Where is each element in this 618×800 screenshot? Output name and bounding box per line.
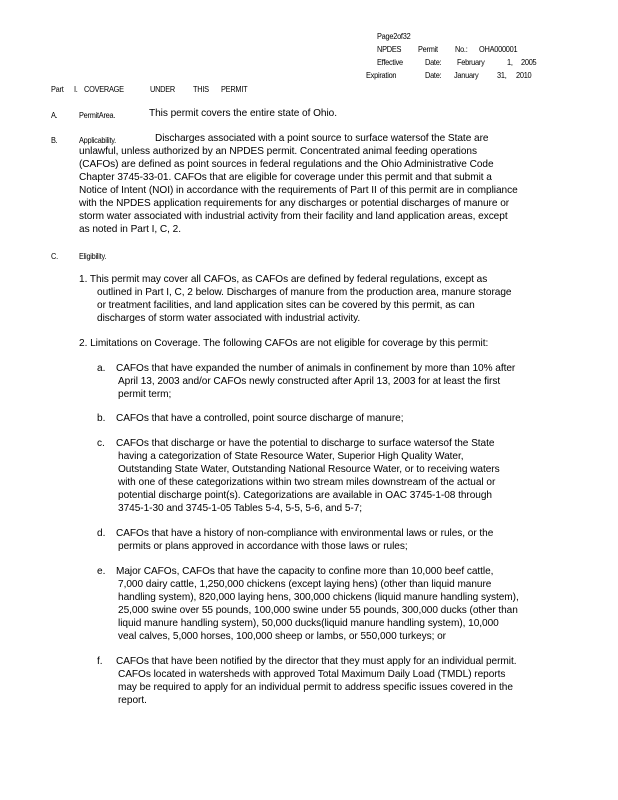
- effective-year: 2005: [521, 57, 537, 67]
- section-b-line: Chapter 3745-33-01. CAFOs that are eligible for coverage under this permit and that submit a: [79, 172, 492, 183]
- subitem-line: Major CAFOs, CAFOs that have the capacity to confine more than 10,000 beef cattle,: [116, 566, 494, 577]
- section-b-line: unlawful, unless authorized by an NPDES permit. Concentrated animal feeding operations: [79, 146, 477, 157]
- part-roman: I.: [74, 84, 78, 94]
- section-b-line: Discharges associated with a point source to surface watersof the State are: [155, 133, 489, 144]
- section-a-text: This permit covers the entire state of Ohio.: [149, 108, 337, 119]
- subitem-line: liquid manure handling system), 50,000 ducks(liquid manure handling system), 10,000: [118, 618, 499, 629]
- item-2-line: 2. Limitations on Coverage. The following CAFOs are not eligible for coverage by this permit:: [79, 338, 489, 349]
- effective-label: Effective: [377, 57, 403, 67]
- subitem-line: CAFOs located in watersheds with approved Total Maximum Daily Load (TMDL) reports: [118, 669, 506, 680]
- section-a-letter: A.: [51, 110, 58, 120]
- subitem-line: report.: [118, 695, 147, 706]
- subitem-line: having a categorization of State Resource Water, Superior High Quality Water,: [118, 451, 464, 462]
- subitem-letter: f.: [97, 656, 103, 667]
- subitem-line: permits or plans approved in accordance with those laws or rules;: [118, 541, 408, 552]
- section-b-line: (CAFOs) are defined as point sources in federal regulations and the Ohio Administrative Code: [79, 159, 494, 170]
- item-1-line: or treatment facilities, and land application sites can be covered by this permit, as can: [97, 300, 475, 311]
- subitem-line: Outstanding State Water, Outstanding National Resource Water, or to receiving waters: [118, 464, 500, 475]
- expiration-month: January: [454, 70, 479, 80]
- subitem-line: potential discharge point(s). Categorizations are available in OAC 3745-1-08 through: [118, 490, 492, 501]
- page-number: Page2of32: [377, 31, 411, 41]
- subitem-letter: a.: [97, 363, 106, 374]
- expiration-year: 2010: [516, 70, 532, 80]
- section-b-line: with the NPDES application requirements for any discharges or potential discharges of manure or: [79, 198, 510, 209]
- subitem-letter: b.: [97, 413, 106, 424]
- subitem-line: 25,000 swine over 55 pounds, 100,000 swine under 55 pounds, 300,000 ducks (other than: [118, 605, 518, 616]
- subitem-line: CAFOs that have a history of non-compliance with environmental laws or rules, or the: [116, 528, 494, 539]
- effective-month: February: [457, 57, 485, 67]
- subitem-line: handling system), 820,000 laying hens, 300,000 chickens (liquid manure handling system),: [118, 592, 519, 603]
- subitem-line: may be required to apply for an individual permit to address specific issues covered in the: [118, 682, 513, 693]
- subitem-letter: e.: [97, 566, 106, 577]
- item-1-line: discharges of storm water associated with industrial activity.: [97, 313, 361, 324]
- item-1-line: 1. This permit may cover all CAFOs, as CAFOs are defined by federal regulations, except as: [79, 274, 488, 285]
- permit-word: PERMIT: [221, 84, 248, 94]
- under-word: UNDER: [150, 84, 175, 94]
- permit-number: OHA000001: [479, 44, 518, 54]
- subitem-letter: d.: [97, 528, 106, 539]
- subitem-line: 7,000 dairy cattle, 1,250,000 chickens (except laying hens) (other than liquid manure: [118, 579, 492, 590]
- subitem-line: with one of these categorizations within two stream miles downstream of the actual or: [118, 477, 496, 488]
- subitem-letter: c.: [97, 438, 105, 449]
- subitem-line: CAFOs that have been notified by the director that they must apply for an individual permit.: [116, 656, 517, 667]
- section-b-line: as noted in Part I, C, 2.: [79, 224, 181, 235]
- subitem-line: veal calves, 5,000 horses, 100,000 sheep or lambs, or 550,000 turkeys; or: [118, 631, 446, 642]
- expiration-label: Expiration: [366, 70, 397, 80]
- this-word: THIS: [193, 84, 209, 94]
- subitem-line: 3745-1-30 and 3745-1-05 Tables 5-4, 5-5, 5-6, and 5-7;: [118, 503, 363, 514]
- subitem-line: permit term;: [118, 389, 172, 400]
- subitem-line: CAFOs that have expanded the number of animals in confinement by more than 10% after: [116, 363, 516, 374]
- section-b-line: Notice of Intent (NOI) in accordance with the requirements of Part II of this permit are in compliance: [79, 185, 518, 196]
- section-b-title: Applicability.: [79, 135, 116, 145]
- section-c-letter: C.: [51, 251, 58, 261]
- section-b-letter: B.: [51, 135, 58, 145]
- item-1-line: outlined in Part I, C, 2 below. Discharges of manure from the production area, manure storage: [97, 287, 512, 298]
- effective-day: 1,: [507, 57, 513, 67]
- subitem-line: April 13, 2003 and/or CAFOs newly constructed after April 13, 2003 for at least the first: [118, 376, 501, 387]
- permit-label: Permit: [418, 44, 438, 54]
- subitem-line: CAFOs that discharge or have the potential to discharge to surface watersof the State: [116, 438, 495, 449]
- effective-date-label: Date:: [425, 57, 442, 67]
- section-c-title: Eligibility.: [79, 251, 107, 261]
- npdes-label: NPDES: [377, 44, 402, 54]
- part-word: Part: [51, 84, 64, 94]
- section-a-title: PermitArea.: [79, 110, 116, 120]
- subitem-line: CAFOs that have a controlled, point source discharge of manure;: [116, 413, 404, 424]
- expiration-day: 31,: [497, 70, 507, 80]
- permit-no-label: No.:: [455, 44, 468, 54]
- page-header: [0, 0, 618, 90]
- section-b-line: storm water associated with industrial activity from their facility and land application areas, except: [79, 211, 508, 222]
- expiration-date-label: Date:: [425, 70, 442, 80]
- coverage-word: COVERAGE: [84, 84, 124, 94]
